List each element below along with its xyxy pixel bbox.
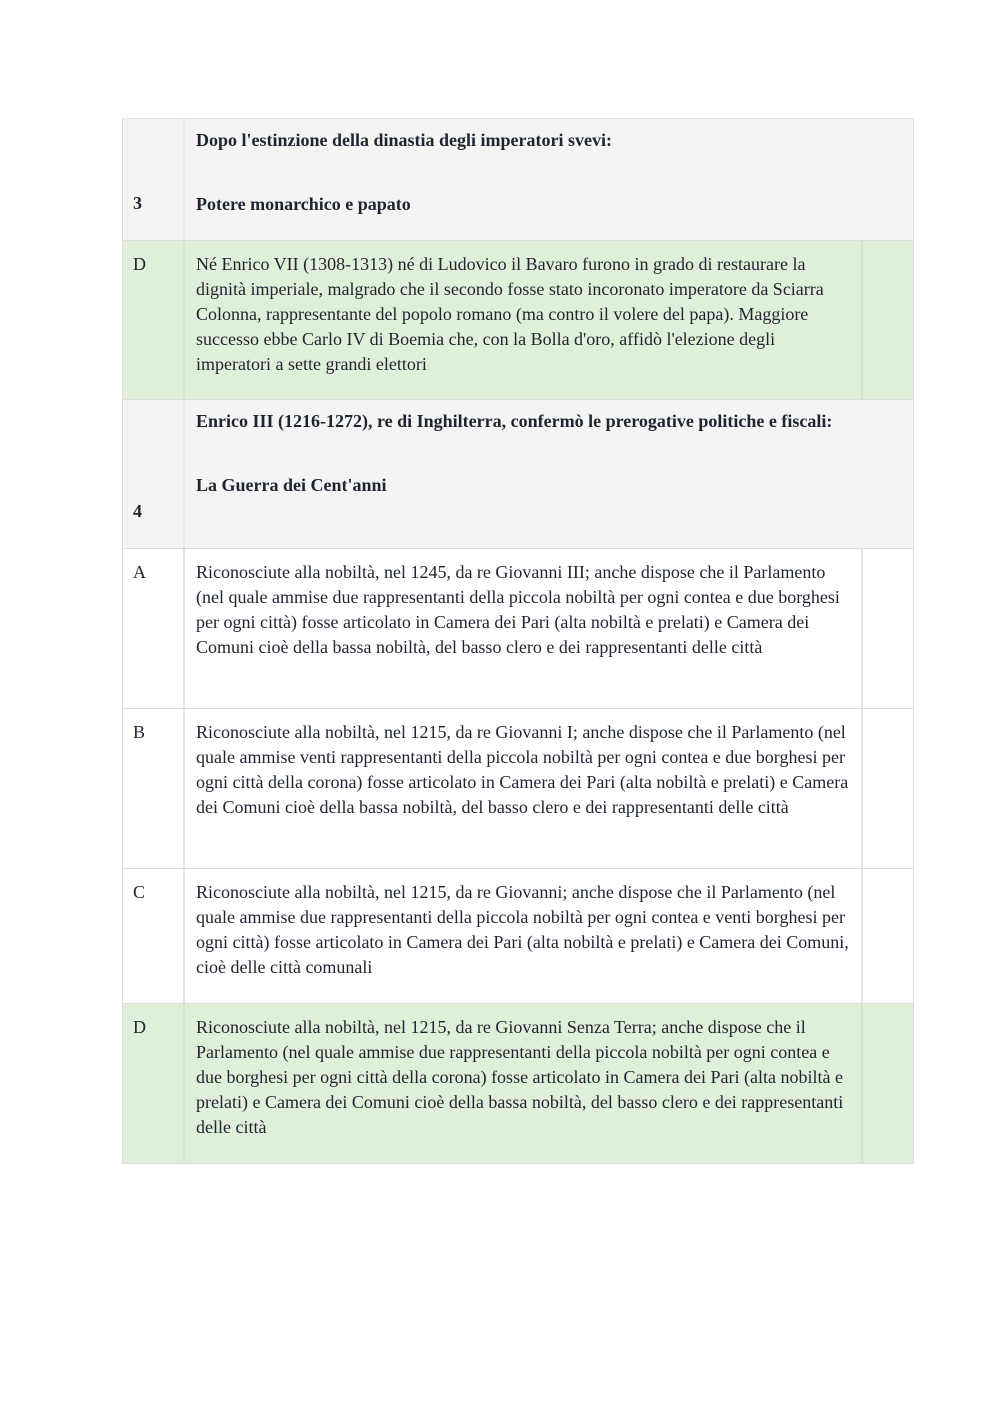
answer-row [122,549,914,709]
question-cell [185,119,913,240]
question-text: Dopo l'estinzione della dinastia degli imperatori svevi: [196,130,612,150]
side-cell [863,549,913,708]
answer-text: Riconosciute alla nobiltà, nel 1245, da re Giovanni III; anche dispose che il Parlamento (nel quale ammise due rappresentanti della piccola nobiltà per ogni contea e due borghesi per ogni città) fosse articolato in Camera dei Pari (alta nobiltà e prelati) e Camera dei Comuni cioè della bassa nobiltà, del basso clero e dei rappresentanti delle città [185,549,863,708]
answer-letter: A [123,549,185,708]
answer-letter: B [123,709,185,868]
side-cell [863,869,913,1003]
answer-text: Né Enrico VII (1308-1313) né di Ludovico il Bavaro furono in grado di restaurare la dignità imperiale, malgrado che il secondo fosse stato incoronato imperatore da Sciarra Colonna, rappresentante del popolo romano (ma contro il volere del papa). Maggiore successo ebbe Carlo IV di Boemia che, con la Bolla d'oro, affidò l'elezione degli imperatori a sette grandi elettori [185,241,863,399]
question-row [122,118,914,241]
answer-letter: C [123,869,185,1003]
answer-row-correct [122,1004,914,1164]
side-cell [863,241,913,399]
answer-letter: D [123,1004,185,1163]
quiz-table [122,118,914,1164]
answer-text: Riconosciute alla nobiltà, nel 1215, da re Giovanni Senza Terra; anche dispose che il Parlamento (nel quale ammise due rappresentanti della piccola nobiltà per ogni contea e due borghesi per ogni città della corona) fosse articolato in Camera dei Pari (alta nobiltà e prelati) e Camera dei Comuni cioè della bassa nobiltà, del basso clero e dei rappresentanti delle città [185,1004,863,1163]
answer-letter: D [123,241,185,399]
question-row [122,400,914,549]
question-topic: La Guerra dei Cent'anni [196,475,387,495]
question-number: 4 [123,400,185,548]
question-topic: Potere monarchico e papato [196,194,411,214]
answer-text: Riconosciute alla nobiltà, nel 1215, da re Giovanni I; anche dispose che il Parlamento (nel quale ammise venti rappresentanti della piccola nobiltà per ogni contea e due borghesi per ogni città della corona) fosse articolato in Camera dei Pari (alta nobiltà e prelati) e Camera dei Comuni cioè della bassa nobiltà, del basso clero e dei rappresentanti delle città [185,709,863,868]
answer-text: Riconosciute alla nobiltà, nel 1215, da re Giovanni; anche dispose che il Parlamento (nel quale ammise due rappresentanti della piccola nobiltà per ogni contea e venti borghesi per ogni città) fosse articolato in Camera dei Pari (alta nobiltà e prelati) e Camera dei Comuni, cioè delle città comunali [185,869,863,1003]
side-cell [863,1004,913,1163]
side-cell [863,709,913,868]
answer-row [122,869,914,1004]
question-number: 3 [123,119,185,240]
answer-row [122,709,914,869]
answer-row-correct [122,241,914,400]
question-cell [185,400,913,548]
question-text: Enrico III (1216-1272), re di Inghilterra, confermò le prerogative politiche e fiscali: [196,411,833,431]
